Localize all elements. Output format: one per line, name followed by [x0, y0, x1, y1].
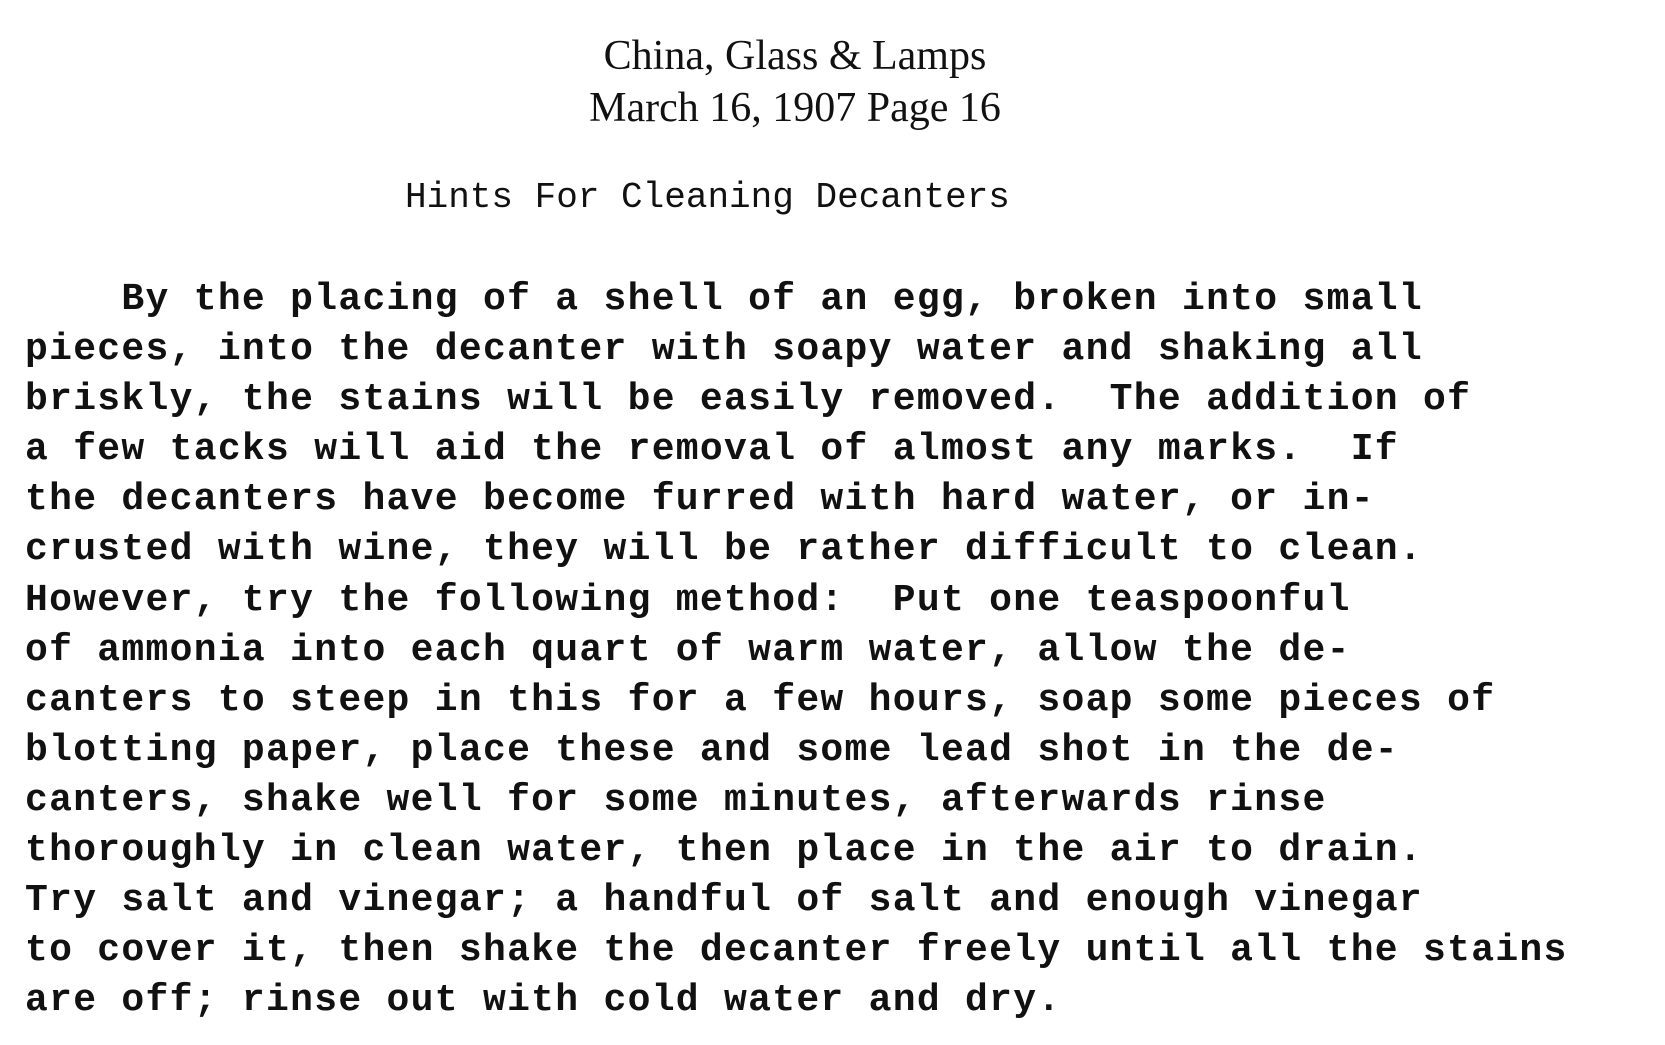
body-line: blotting paper, place these and some lead shot in the de-: [25, 728, 1399, 772]
body-line: pieces, into the decanter with soapy water and shaking all: [25, 328, 1424, 372]
body-line: briskly, the stains will be easily removed. The addition of: [25, 378, 1472, 422]
document-header: [0, 30, 1590, 134]
article-title: Hints For Cleaning Decanters: [405, 177, 1010, 218]
publication-name: China, Glass & Lamps: [603, 33, 987, 79]
issue-date-page: March 16, 1907 Page 16: [589, 85, 1001, 131]
body-line: a few tacks will aid the removal of almost any marks. If: [25, 428, 1399, 472]
body-line: canters to steep in this for a few hours, soap some pieces of: [25, 678, 1496, 722]
body-line: crusted with wine, they will be rather difficult to clean.: [25, 528, 1424, 572]
body-line: of ammonia into each quart of warm water, allow the de-: [25, 628, 1351, 672]
body-line: thoroughly in clean water, then place in the air to drain.: [25, 829, 1424, 873]
article-body: [25, 275, 1568, 1026]
body-line: to cover it, then shake the decanter freely until all the stains: [25, 929, 1568, 973]
body-line: the decanters have become furred with hard water, or in-: [25, 478, 1375, 522]
body-line: Try salt and vinegar; a handful of salt and enough vinegar: [25, 879, 1424, 923]
body-line: are off; rinse out with cold water and dry.: [25, 979, 1062, 1023]
body-line: canters, shake well for some minutes, afterwards rinse: [25, 778, 1327, 822]
body-line: By the placing of a shell of an egg, broken into small: [25, 278, 1424, 321]
body-line: However, try the following method: Put one teaspoonful: [25, 578, 1351, 622]
